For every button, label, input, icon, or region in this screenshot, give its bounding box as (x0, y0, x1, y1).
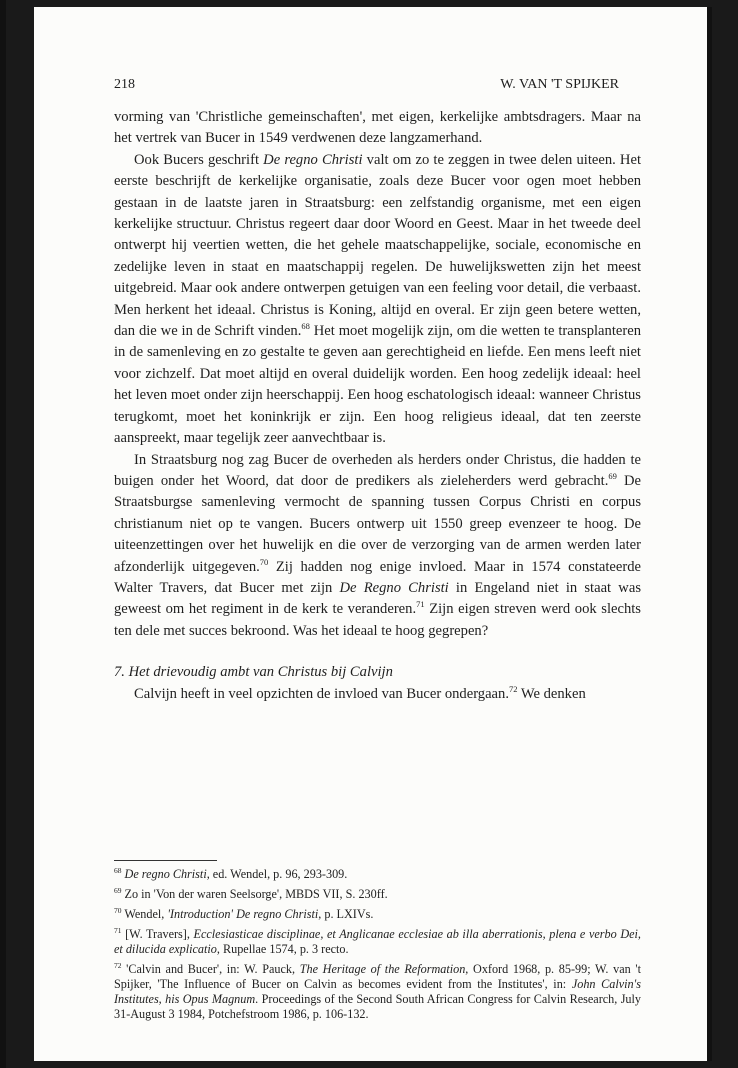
footnote: $^{71}$ [W. Travers], Ecclesiasticae disciplinae, et Anglicanae ecclesiae ab illa aberrationis, plena e verbo Dei, et dilucida explicatio, Rupellae 1574, p. 3 recto. (114, 925, 641, 956)
paragraph: vorming van 'Christliche gemeinschaften', met eigen, kerkelijke ambtsdragers. Maar na het vertrek van Bucer in 1549 verdwenen deze langzamerhand. (114, 109, 641, 147)
footnote-ref: 72 (508, 683, 518, 694)
footnote: $^{70}$ Wendel, 'Introduction' De regno Christi, p. LXIVs. (114, 905, 374, 921)
book-spine-shadow (0, 0, 6, 1068)
running-head: W. VAN 'T SPIJKER (500, 77, 619, 92)
section-heading: 7. Het drievoudig ambt van Christus bij Calvijn (114, 664, 393, 681)
book-page (34, 7, 712, 1061)
paragraph: Ook Bucers geschrift De regno Christi valt om zo te zeggen in twee delen uiteen. Het eerste beschrijft de kerkelijke organisatie, zoals deze Bucer voor ogen moet hebben gestaan in de laatste jaren in Straatsburg: een zelfstandig organisme, met een eigen kerkelijke structuur. Christus regeert daar door Woord en Geest. Maar in het tweede deel ontwerpt hij veertien wetten, die het gehele maatschappelijke, sociale, economische en zedelijke leven in staat en maatschappij regelen. De huwelijkswetten zijn het meest uitgebreid. Maar ook andere ontwerpen getuigen van een feeling voor detail, die verbaast. Men herkent het ideaal. Christus is Koning, altijd en overal. Er zijn geen betere wetten, dan die we in de Schrift vinden.$^{68}$ Het moet mogelijk zijn, om die wetten te transplanteren in de samenleving en zo gestalte te geven aan gerechtigheid en liefde. Een mens leeft niet voor zichzelf. Dat moet altijd en overal duidelijk worden. Een hoog zedelijk ideaal: heel het leven moet onder zijn heerschappij. Een hoog eschatologisch ideaal: wanneer Christus terugkomt, moet het koninkrijk er zijn. Een hoog religieus ideaal, dat ten zeerste aanspreekt, maar tegelijk zeer aanvechtbaar is. (114, 151, 642, 447)
body-text (114, 107, 641, 705)
footnote-ref: 70 (259, 556, 269, 567)
footnotes (114, 867, 641, 1027)
footnote: $^{68}$ De regno Christi, ed. Wendel, p. 96, 293-309. (114, 865, 348, 881)
footnote-divider (114, 860, 217, 861)
page-header (114, 77, 619, 93)
footnote-ref: 68 (301, 321, 310, 332)
paragraph: In Straatsburg nog zag Bucer de overheden als herders onder Christus, die hadden te buigen onder het Woord, dat door de predikers als zieleherders werd gebracht.$^{69}$ De Straatsburgse samenleving vermocht de spanning tussen Corpus Christi en corpus christianum niet op te vangen. Bucers ontwerp uit 1550 greep evenzeer te hoog. De uiteenzettingen over het huwelijk en die over de verzorging van de armen werden later afzonderlijk uitgegeven.$^{70}$ Zij hadden nog enige invloed. Maar in 1574 constateerde Walter Travers, dat Bucer met zijn De Regno Christi in Engeland niet in staat was geweest om het regiment in de kerk te veranderen.$^{71}$ Zijn eigen streven werd ook slechts ten dele met succes bekroond. Was het ideaal te hoog gegrepen? (114, 451, 642, 639)
footnote: $^{72}$ 'Calvin and Bucer', in: W. Pauck, The Heritage of the Reformation, Oxford 1968, p. 85-99; W. van 't Spijker, 'The Influence of Bucer on Calvin as becomes evident from the Institutes', in: John Calvin's Institutes, his Opus Magnum. Proceedings of the Second South African Congress for Calvin Research, July 31-August 3 1984, Potchefstroom 1986, p. 106-132. (114, 960, 642, 1021)
footnote-ref: 69 (608, 471, 617, 482)
page-number: 218 (114, 77, 135, 92)
footnote: $^{69}$ Zo in 'Von der waren Seelsorge', MBDS VII, S. 230ff. (114, 885, 388, 901)
paragraph: Calvijn heeft in veel opzichten de invloed van Bucer ondergaan.$^{72}$ We denken (134, 683, 586, 702)
footnote-ref: 71 (416, 599, 425, 610)
